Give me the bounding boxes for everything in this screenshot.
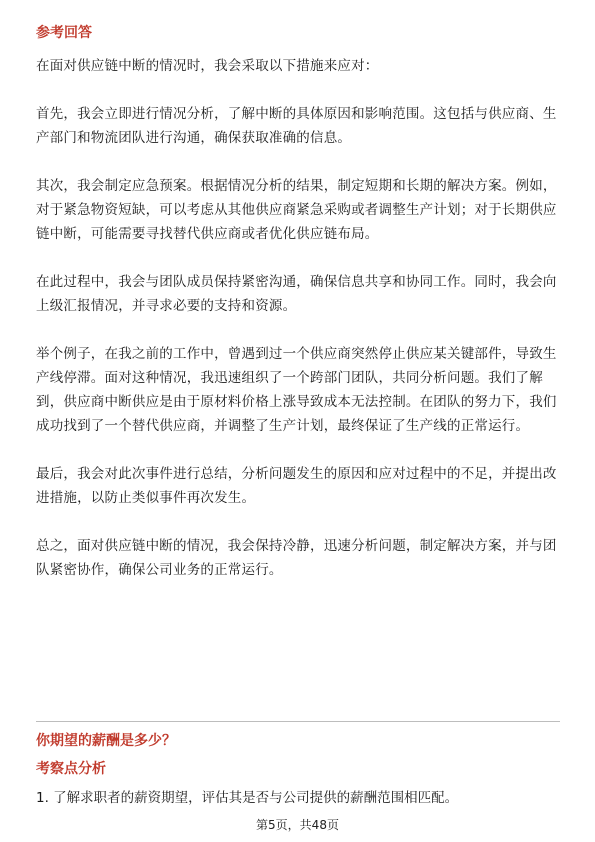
paragraph-process: 在此过程中，我会与团队成员保持紧密沟通，确保信息共享和协同工作。同时，我会向上级汇报情况，并寻求必要的支持和资源。 <box>36 274 557 314</box>
paragraph-last: 最后，我会对此次事件进行总结，分析问题发生的原因和应对过程中的不足，并提出改进措施，以防止类似事件再次发生。 <box>36 466 557 506</box>
paragraph-second: 其次，我会制定应急预案。根据情况分析的结果，制定短期和长期的解决方案。例如，对于紧急物资短缺，可以考虑从其他供应商紧急采购或者调整生产计划；对于长期供应链中断，可能需要寻找替代供应商或者优化供应链布局。 <box>36 178 557 242</box>
section-divider <box>36 721 560 722</box>
answer-section <box>36 24 560 582</box>
paragraph-example: 举个例子，在我之前的工作中，曾遇到过一个供应商突然停止供应某关键部件，导致生产线停滞。面对这种情况，我迅速组织了一个跨部门团队，共同分析问题。我们了解到，供应商中断供应是由于原材料价格上涨导致成本无法控制。在团队的努力下，我们成功找到了一个替代供应商，并调整了生产计划，最终保证了生产线的正常运行。 <box>36 346 557 434</box>
page-footer: 第5页，共48页 <box>256 818 339 832</box>
analysis-label: 考察点分析 <box>36 761 106 777</box>
paragraph-intro: 在面对供应链中断的情况时，我会采取以下措施来应对： <box>36 58 379 74</box>
next-question-title: 你期望的薪酬是多少？ <box>36 733 176 749</box>
analysis-item: 1. 了解求职者的薪资期望，评估其是否与公司提供的薪酬范围相匹配。 <box>36 790 459 806</box>
answer-label: 参考回答 <box>36 25 92 41</box>
paragraph-first: 首先，我会立即进行情况分析，了解中断的具体原因和影响范围。这包括与供应商、生产部门和物流团队进行沟通，确保获取准确的信息。 <box>36 106 557 146</box>
paragraph-summary: 总之，面对供应链中断的情况，我会保持冷静，迅速分析问题，制定解决方案，并与团队紧密协作，确保公司业务的正常运行。 <box>36 538 557 578</box>
